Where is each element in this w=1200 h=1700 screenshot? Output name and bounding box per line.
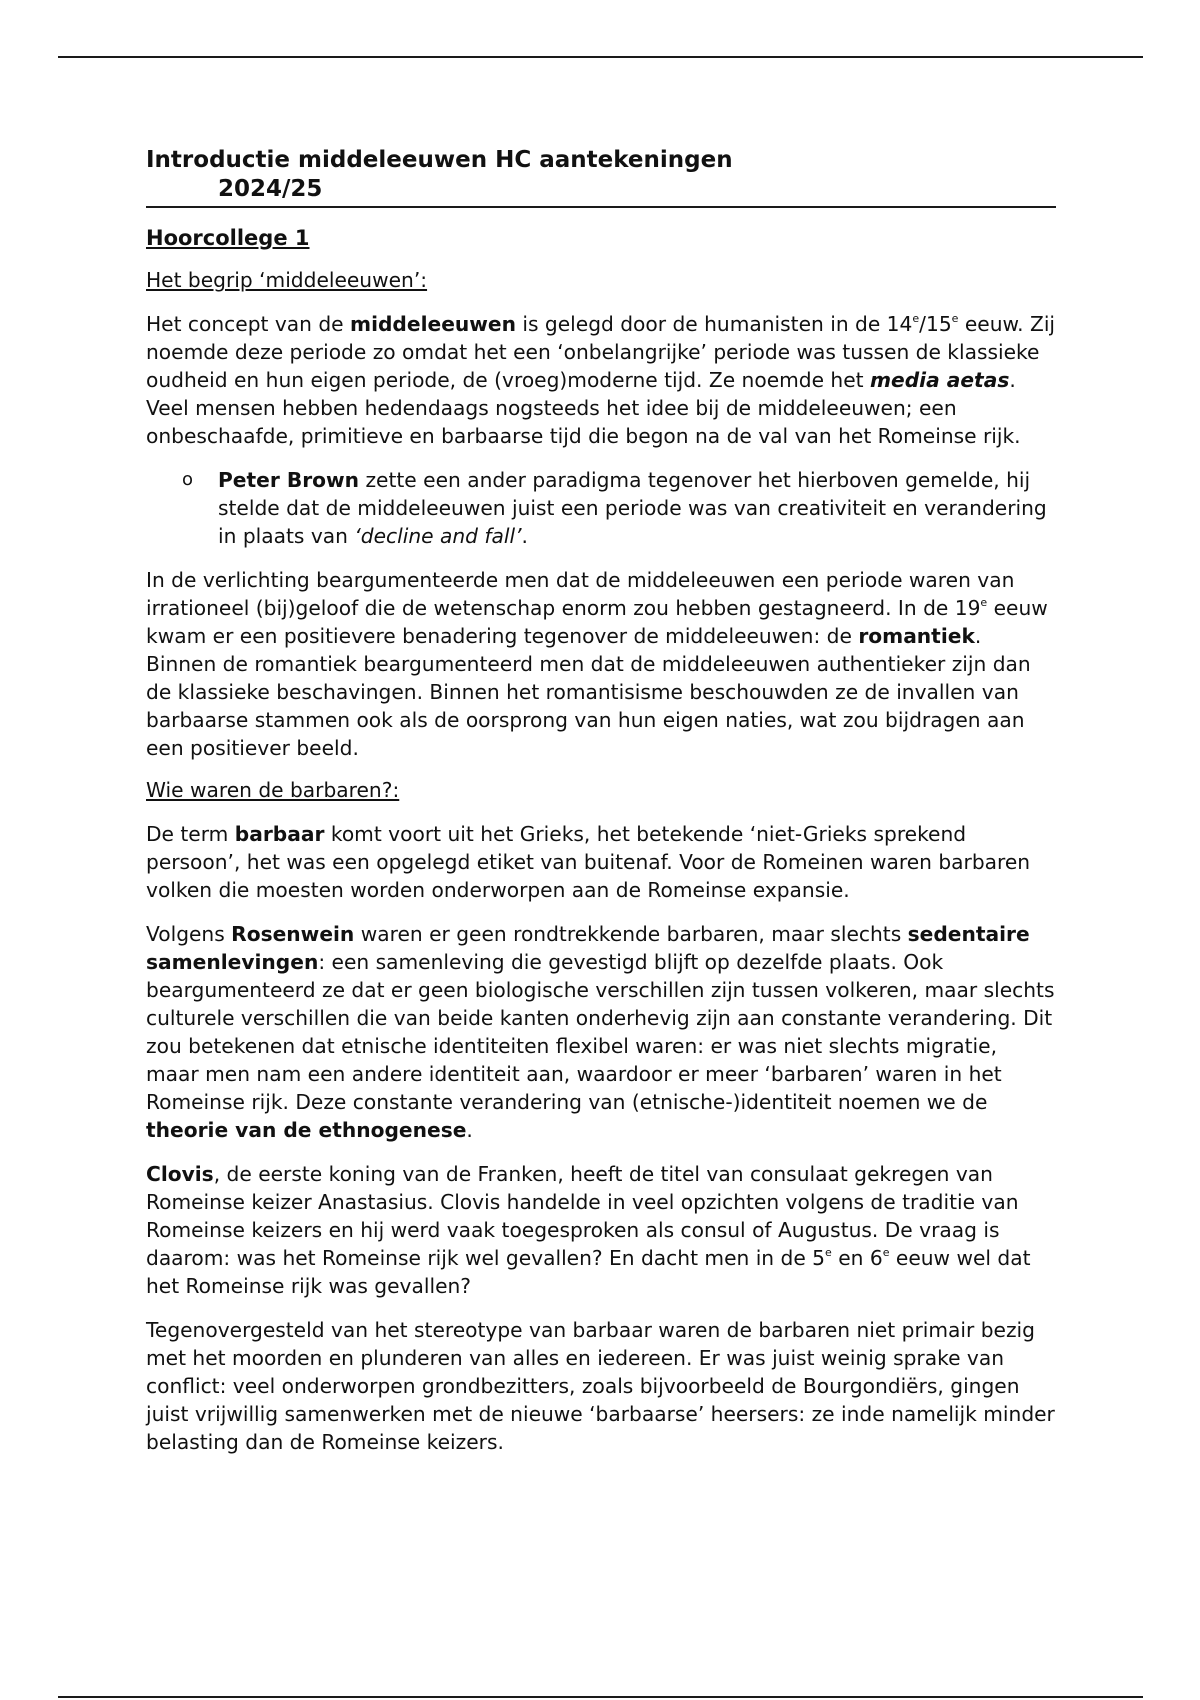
bold-term: romantiek	[858, 624, 975, 648]
text: Volgens	[146, 922, 232, 946]
text: komt voort uit het Grieks, het betekende ‘niet-Grieks sprekend persoon’, het was een opgelegd etiket van buitenaf. Voor de Romeinen waren barbaren volken die moesten worden onderworpen aan de Romeinse expansie.	[146, 822, 1031, 902]
superscript: e	[912, 312, 920, 326]
title-line-1: Introductie middeleeuwen HC aantekeningen	[146, 147, 733, 173]
text: Het concept van de	[146, 312, 351, 336]
bullet-marker: o	[182, 469, 194, 490]
superscript: e	[980, 596, 988, 610]
italic-term: ‘decline and fall’	[354, 524, 522, 548]
bold-term: Peter Brown	[218, 468, 360, 492]
superscript: e	[882, 1246, 890, 1260]
bottom-rule	[58, 1696, 1143, 1698]
text: /15	[919, 312, 952, 336]
text: , de eerste koning van de Franken, heeft de titel van consulaat gekregen van Romeinse keizer Anastasius. Clovis handelde in veel opzichten volgens de traditie van Romeinse keizers en hij werd vaak toegesproken als consul of Augustus. De vraag is daarom: was het Romeinse rijk wel gevallen? En dacht men in de 5	[146, 1162, 1019, 1270]
bold-term: barbaar	[234, 822, 325, 846]
superscript: e	[825, 1246, 832, 1260]
text: .	[521, 524, 528, 548]
text: zette een ander paradigma tegenover het hierboven gemelde, hij stelde dat de middeleeuwen juist een periode was van creativiteit en verandering in plaats van	[218, 468, 1047, 548]
text: waren er geen rondtrekkende barbaren, maar slechts	[354, 922, 908, 946]
bold-term: theorie van de ethnogenese	[146, 1118, 467, 1142]
title-line-2: 2024/25	[218, 176, 323, 202]
lecture-heading: Hoorcollege 1	[146, 226, 310, 250]
subheading-barbaren: Wie waren de barbaren?:	[146, 778, 400, 802]
bold-term: sedentaire samenlevingen	[146, 922, 1030, 974]
text: . Binnen de romantiek beargumenteerd men dat de middeleeuwen authentieker zijn dan de klassieke beschavingen. Binnen het romantisisme beschouwden ze de invallen van barbaarse stammen ook als de oorsprong van hun eigen naties, wat zou bijdragen aan een positiever beeld.	[146, 624, 1031, 760]
text: In de verlichting beargumenteerde men dat de middeleeuwen een periode waren van irrationeel (bij)geloof die de wetenschap enorm zou hebben gestagneerd. In de 19	[146, 568, 1015, 620]
bold-term: Rosenwein	[231, 922, 355, 946]
paragraph-verlichting	[146, 566, 1056, 762]
paragraph-barbaar	[146, 820, 1056, 904]
document-body	[146, 146, 1056, 1456]
text: eeuw wel dat het Romeinse rijk was gevallen?	[146, 1246, 1031, 1298]
document-title	[146, 146, 1056, 208]
subheading-begrip: Het begrip ‘middeleeuwen’:	[146, 268, 428, 292]
text: : een samenleving die gevestigd blijft op dezelfde plaats. Ook beargumenteerd ze dat er geen biologische verschillen zijn tussen volkeren, maar slechts culturele verschillen die van beide kanten onderhevig zijn aan constante verandering. Dit zou betekenen dat etnische identiteiten flexibel waren: er was niet slechts migratie, maar men nam een andere identiteit aan, waardoor er meer ‘barbaren’ waren in het Romeinse rijk. Deze constante verandering van (etnische-)identiteit noemen we de	[146, 950, 1055, 1114]
top-rule	[58, 56, 1143, 58]
bold-term: middeleeuwen	[350, 312, 516, 336]
text: . Veel mensen hebben hedendaags nogsteeds het idee bij de middeleeuwen; een onbeschaafde, primitieve en barbaarse tijd die begon na de val van het Romeinse rijk.	[146, 368, 1021, 448]
bold-term: Clovis	[146, 1162, 214, 1186]
bullet-peter-brown	[146, 466, 1056, 550]
paragraph-stereotype	[146, 1316, 1056, 1456]
text: .	[466, 1118, 473, 1142]
paragraph-concept	[146, 310, 1056, 450]
text: Tegenovergesteld van het stereotype van barbaar waren de barbaren niet primair bezig met het moorden en plunderen van alles en iedereen. Er was juist weinig sprake van conflict: veel onderworpen grondbezitters, zoals bijvoorbeeld de Bourgondiërs, gingen juist vrijwillig samenwerken met de nieuwe ‘barbaarse’ heersers: ze inde namelijk minder belasting dan de Romeinse keizers.	[146, 1318, 1055, 1454]
text: eeuw. Zij noemde deze periode zo omdat het een ‘onbelangrijke’ periode was tussen de klassieke oudheid en hun eigen periode, de (vroeg)moderne tijd. Ze noemde het	[146, 312, 1056, 392]
superscript: e	[951, 312, 959, 326]
paragraph-rosenwein	[146, 920, 1056, 1144]
paragraph-clovis	[146, 1160, 1056, 1300]
text: en 6	[831, 1246, 883, 1270]
text: eeuw kwam er een positievere benadering tegenover de middeleeuwen: de	[146, 596, 1048, 648]
text: is gelegd door de humanisten in de 14	[515, 312, 913, 336]
text: De term	[146, 822, 235, 846]
bold-italic-term: media aetas	[869, 368, 1010, 392]
